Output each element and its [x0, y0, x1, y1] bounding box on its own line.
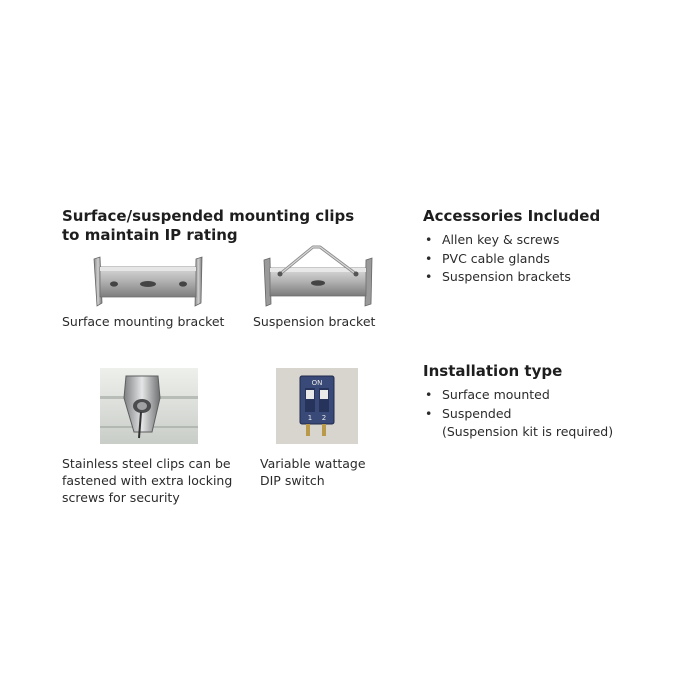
stainless-clip-image — [100, 368, 198, 444]
installation-heading: Installation type — [423, 362, 563, 380]
stainless-clips-caption: Stainless steel clips can be fastened with extra locking screws for security — [62, 456, 233, 505]
accessories-heading: Accessories Included — [423, 207, 601, 225]
accessory-item: • Allen key & screws — [424, 231, 571, 250]
accessories-list — [424, 231, 571, 287]
dip-switch-caption: Variable wattage DIP switch — [260, 456, 366, 488]
suspension-bracket-caption: Suspension bracket — [253, 314, 376, 329]
suspension-bracket-image — [258, 244, 378, 309]
accessory-item: • PVC cable glands — [424, 250, 571, 269]
mounting-heading: Surface/suspended mounting clips to maintain IP rating — [62, 207, 355, 244]
dip-switch-image — [276, 368, 358, 444]
dip-2-label: 2 — [321, 414, 327, 422]
installation-list — [424, 386, 613, 442]
installation-item: • Suspended (Suspension kit is required) — [424, 405, 613, 442]
surface-bracket-caption: Surface mounting bracket — [62, 314, 225, 329]
dip-on-label: ON — [311, 379, 323, 387]
dip-1-label: 1 — [307, 414, 313, 422]
surface-bracket-image — [88, 253, 206, 309]
accessory-item: • Suspension brackets — [424, 268, 571, 287]
installation-item: • Surface mounted — [424, 386, 613, 405]
